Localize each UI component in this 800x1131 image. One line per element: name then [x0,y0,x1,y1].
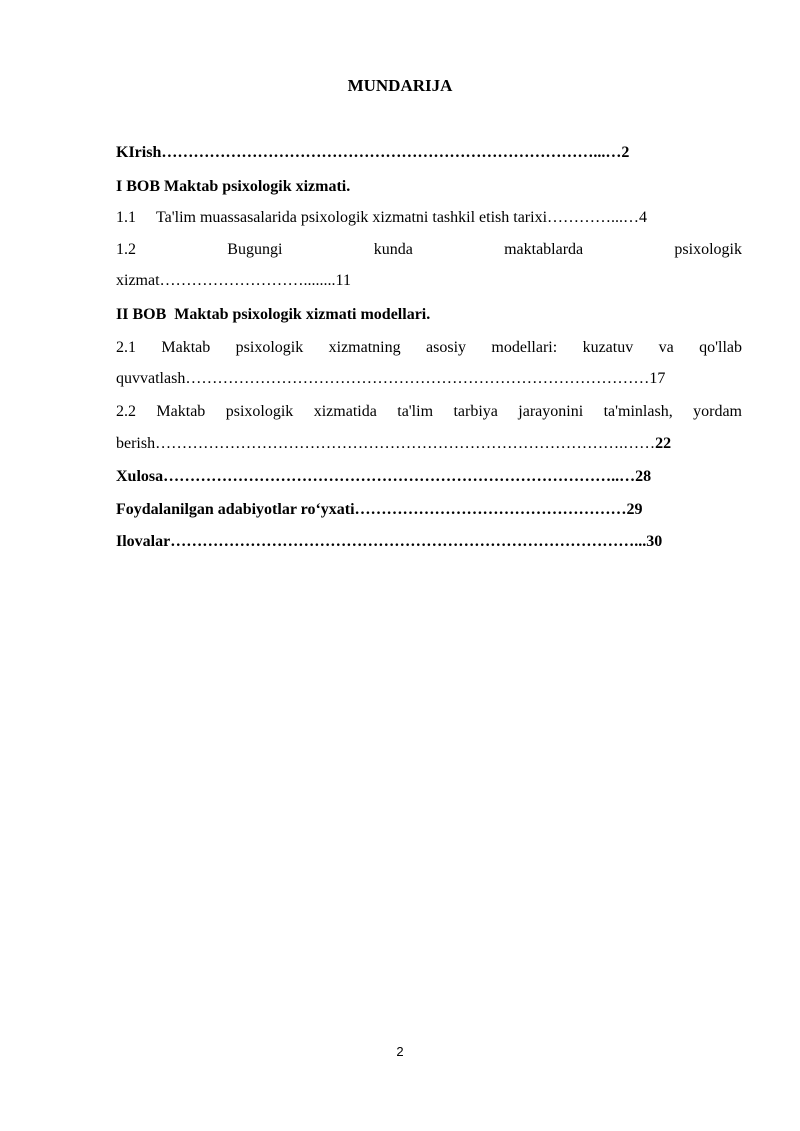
toc-entry-2-2-line2 [116,434,742,454]
toc-heading-bob-1: I BOB Maktab psixologik xizmati. [116,178,351,195]
toc-entry-ilovalar: Ilovalar……………………………………………………………………………...30 [116,533,663,550]
toc-entry-1-2-line1: 1.2 Bugungi kunda maktablarda psixologik [116,241,742,258]
toc-entry-1-1: 1.1 Ta'lim muassasalarida psixologik xizmatni tashkil etish tarixi…………...…4 [116,209,648,226]
toc-entry-2-1-line1: 2.1 Maktab psixologik xizmatning asosiy modellari: kuzatuv va qo'llab [116,339,742,356]
page-title: MUNDARIJA [347,76,453,95]
toc-entry-2-2-line1: 2.2 Maktab psixologik xizmatida ta'lim tarbiya jarayonini ta'minlash, yordam [116,403,742,420]
toc-heading-bob-2: II BOB Maktab psixologik xizmati modellari. [116,306,431,323]
toc-entry-2-2-text: berish…………………………………………………………………………….…… [116,435,656,452]
toc-entry-1-2-line2: xizmat………………………........11 [116,272,351,289]
toc-entry-kirish: KIrish………………………………………………………………………...…2 [116,144,630,161]
toc-entry-adabiyotlar: Foydalanilgan adabiyotlar ro‘yxati……………………………………………29 [116,501,643,518]
page-number: 2 [396,1044,404,1059]
toc-entry-2-2-page: 22 [655,435,672,452]
toc-entry-xulosa: Xulosa…………………………………………………………………………..…28 [116,468,652,485]
toc-entry-2-1-line2: quvvatlash……………………………………………………………………………17 [116,370,666,387]
